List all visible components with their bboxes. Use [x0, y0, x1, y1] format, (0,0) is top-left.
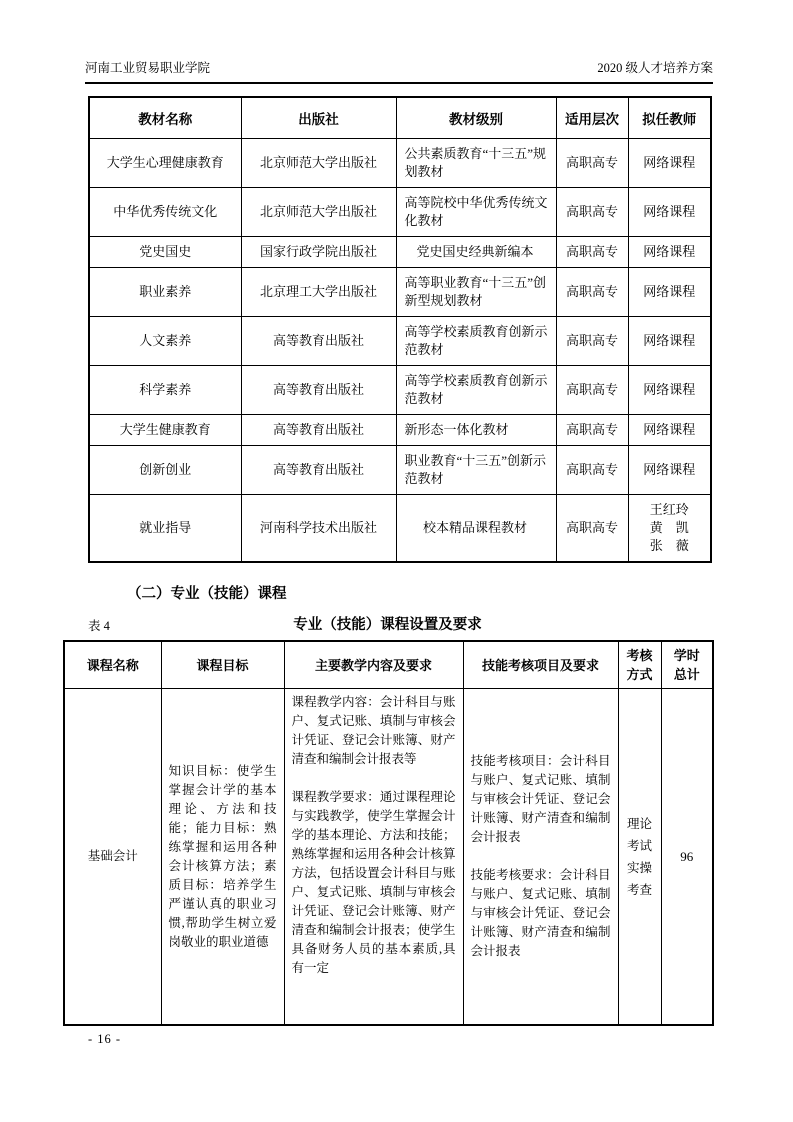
table-cell: 创新创业 — [89, 446, 241, 495]
textbook-table-row — [89, 317, 711, 366]
table-caption-row — [63, 613, 712, 634]
paragraph: 课程教学内容：会计科目与账户、复式记账、填制与审核会计凭证、登记会计账簿、财产清查和编制会计报表等 — [291, 695, 456, 766]
course-table — [63, 640, 714, 1026]
table-cell: 高职高专 — [556, 366, 628, 415]
course-table-header-row — [64, 641, 713, 689]
table-cell: 新形态一体化教材 — [396, 415, 556, 446]
table-cell: 职业素养 — [89, 268, 241, 317]
table-cell: 王红玲 黄 凯 张 薇 — [628, 495, 711, 563]
table-cell: 国家行政学院出版社 — [241, 237, 396, 268]
table-cell: 中华优秀传统文化 — [89, 188, 241, 237]
cell-course-objectives: 知识目标：使学生掌握会计学的基本理论、方法和技能；能力目标：熟练掌握和运用各种会计核算方法；素质目标：培养学生严谨认真的职业习惯,帮助学生树立爱岗敬业的职业道德 — [161, 689, 284, 1026]
col-header-total-hours: 学时总计 — [661, 641, 713, 689]
table-cell: 网络课程 — [628, 237, 711, 268]
cell-course-name: 基础会计 — [64, 689, 161, 1026]
col-header-course-objectives: 课程目标 — [161, 641, 284, 689]
col-header-publisher: 出版社 — [241, 97, 396, 139]
table-cell: 高职高专 — [556, 139, 628, 188]
table-cell: 高职高专 — [556, 268, 628, 317]
cell-skill-assessment — [463, 689, 618, 1026]
col-header-textbook-name: 教材名称 — [89, 97, 241, 139]
table-cell: 北京理工大学出版社 — [241, 268, 396, 317]
col-header-teaching-content: 主要教学内容及要求 — [284, 641, 463, 689]
section-heading: （二）专业（技能）课程 — [127, 586, 287, 602]
textbook-table-row — [89, 268, 711, 317]
table-cell: 科学素养 — [89, 366, 241, 415]
table-cell: 高职高专 — [556, 188, 628, 237]
table-cell: 党史国史经典新编本 — [396, 237, 556, 268]
table-cell: 网络课程 — [628, 188, 711, 237]
table-label: 表 4 — [88, 619, 110, 633]
table-cell: 北京师范大学出版社 — [241, 188, 396, 237]
col-header-applicable-tier: 适用层次 — [556, 97, 628, 139]
page-number: - 16 - — [88, 1032, 122, 1046]
textbook-table-row — [89, 446, 711, 495]
cell-total-hours: 96 — [661, 689, 713, 1026]
col-header-course-name: 课程名称 — [64, 641, 161, 689]
header-school-name: 河南工业贸易职业学院 — [85, 61, 211, 75]
table-cell: 高等学校素质教育创新示范教材 — [396, 317, 556, 366]
table-cell: 高职高专 — [556, 495, 628, 563]
paragraph: 技能考核项目：会计科目与账户、复式记账、填制与审核会计凭证、登记会计账簿、财产清查和编制会计报表 — [470, 754, 611, 844]
table-cell: 高等教育出版社 — [241, 317, 396, 366]
col-header-teacher: 拟任教师 — [628, 97, 711, 139]
table-cell: 高职高专 — [556, 415, 628, 446]
paragraph: 课程教学要求：通过课程理论与实践教学，使学生掌握会计学的基本理论、方法和技能；熟练掌握和运用各种会计核算方法，包括设置会计科目与账户、复式记账、填制与审核会计凭证、登记会计账簿、财产清查和编制会计报表；使学生具备财务人员的基本素质,具有一定 — [291, 790, 456, 975]
table-cell: 高职高专 — [556, 317, 628, 366]
table-cell: 网络课程 — [628, 366, 711, 415]
textbook-table-row — [89, 366, 711, 415]
table-cell: 高职高专 — [556, 237, 628, 268]
textbook-table-header-row — [89, 97, 711, 139]
table-cell: 网络课程 — [628, 268, 711, 317]
textbook-table — [88, 96, 712, 563]
table-cell: 大学生心理健康教育 — [89, 139, 241, 188]
cell-teaching-content — [284, 689, 463, 1026]
table-cell: 网络课程 — [628, 446, 711, 495]
textbook-table-body — [89, 139, 711, 563]
col-header-skill-assessment: 技能考核项目及要求 — [463, 641, 618, 689]
table-cell: 北京师范大学出版社 — [241, 139, 396, 188]
course-table-row — [64, 689, 713, 1026]
table-cell: 网络课程 — [628, 415, 711, 446]
col-header-assessment-method: 考核方式 — [618, 641, 661, 689]
table-cell: 高等学校素质教育创新示范教材 — [396, 366, 556, 415]
textbook-table-row — [89, 495, 711, 563]
textbook-table-row — [89, 139, 711, 188]
table-cell: 高职高专 — [556, 446, 628, 495]
table-cell: 人文素养 — [89, 317, 241, 366]
textbook-table-row — [89, 415, 711, 446]
cell-assessment-method: 理论考试实操考查 — [618, 689, 661, 1026]
paragraph: 技能考核要求：会计科目与账户、复式记账、填制与审核会计凭证、登记会计账簿、财产清查和编制会计报表 — [470, 868, 611, 958]
table-cell: 高等职业教育“十三五”创新型规划教材 — [396, 268, 556, 317]
textbook-table-row — [89, 188, 711, 237]
table-cell: 网络课程 — [628, 317, 711, 366]
textbook-table-row — [89, 237, 711, 268]
table-cell: 高等教育出版社 — [241, 415, 396, 446]
table-cell: 高等院校中华优秀传统文化教材 — [396, 188, 556, 237]
header-doc-title: 2020 级人才培养方案 — [597, 61, 713, 75]
table-cell: 高等教育出版社 — [241, 366, 396, 415]
table-cell: 河南科学技术出版社 — [241, 495, 396, 563]
table-cell: 就业指导 — [89, 495, 241, 563]
table-cell: 职业教育“十三五”创新示范教材 — [396, 446, 556, 495]
table-cell: 大学生健康教育 — [89, 415, 241, 446]
table-cell: 党史国史 — [89, 237, 241, 268]
table-cell: 公共素质教育“十三五”规划教材 — [396, 139, 556, 188]
col-header-level: 教材级别 — [396, 97, 556, 139]
table-cell: 校本精品课程教材 — [396, 495, 556, 563]
table-cell: 高等教育出版社 — [241, 446, 396, 495]
page-header — [85, 58, 713, 84]
table-cell: 网络课程 — [628, 139, 711, 188]
table-title: 专业（技能）课程设置及要求 — [293, 617, 482, 633]
